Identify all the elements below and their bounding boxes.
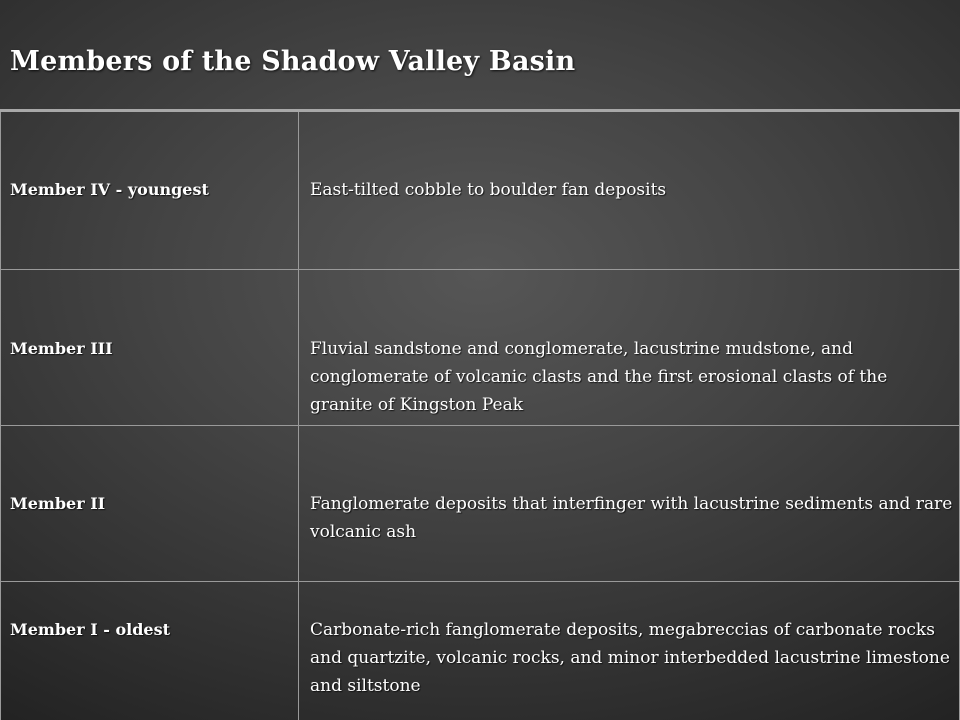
member-description-cell: Carbonate-rich fanglomerate deposits, megabreccias of carbonate rocks and quartzite, volcanic rocks, and minor interbedded lacustrine limestone and siltstone [310,620,950,696]
table-row [0,269,960,425]
member-name-cell: Member II [10,494,106,513]
member-description-cell: Fluvial sandstone and conglomerate, lacustrine mudstone, and conglomerate of volcanic clasts and the first erosional clasts of the granite of Kingston Peak [310,339,888,415]
table-row [0,425,960,581]
member-name-cell: Member I - oldest [10,620,170,639]
member-description-cell: Fanglomerate deposits that interfinger with lacustrine sediments and rare volcanic ash [310,494,953,542]
members-table [0,109,960,720]
table-row [0,112,960,269]
slide-title: Members of the Shadow Valley Basin [10,46,576,77]
column-divider [298,112,299,720]
member-description-cell: East-tilted cobble to boulder fan deposits [310,180,667,200]
table-row [0,581,960,720]
member-name-cell: Member IV - youngest [10,180,209,199]
member-name-cell: Member III [10,339,113,358]
